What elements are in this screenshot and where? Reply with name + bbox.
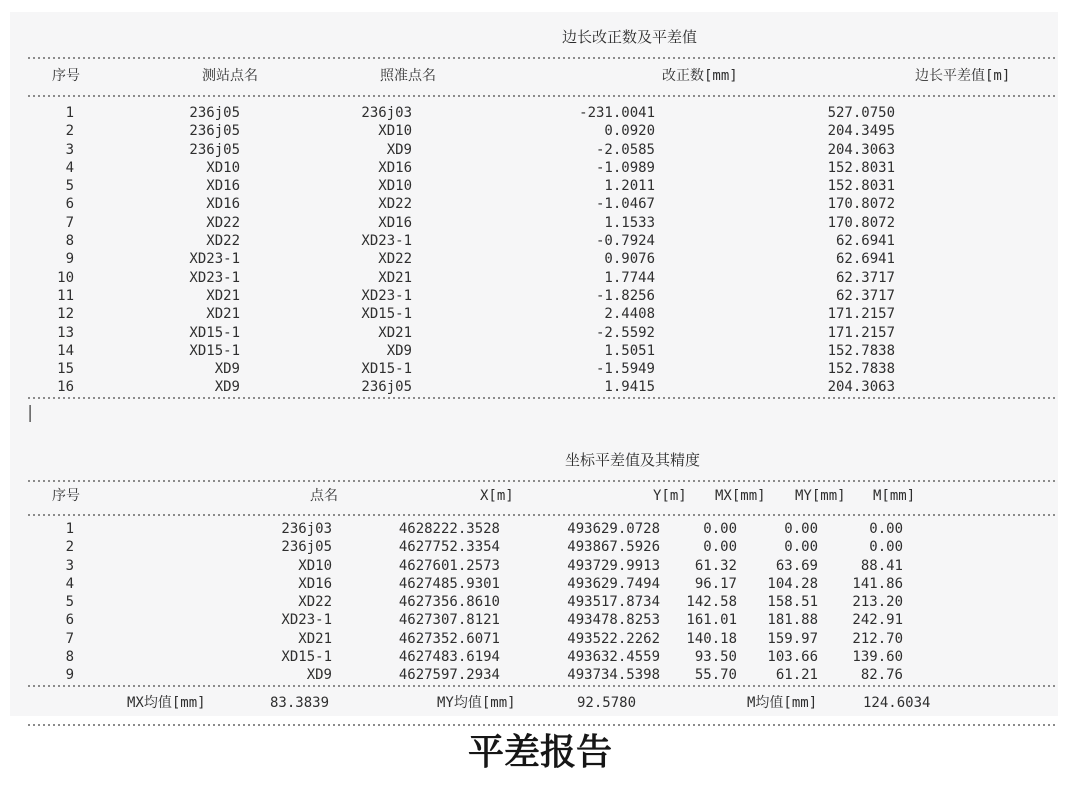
cell: 493478.8253 xyxy=(567,612,660,629)
divider-line xyxy=(28,57,1055,59)
cell: 159.97 xyxy=(767,630,818,647)
cell: -1.0989 xyxy=(595,159,655,176)
table-row xyxy=(10,360,1058,378)
cell: XD9 xyxy=(386,342,412,359)
cell: 0.00 xyxy=(869,521,903,537)
cell: 171.2157 xyxy=(827,306,895,323)
cell: 493734.5398 xyxy=(567,667,660,684)
table2-col-point-name: 点名 xyxy=(310,488,338,504)
cell: 8 xyxy=(65,233,74,250)
cell: 204.3063 xyxy=(827,141,895,158)
divider-line xyxy=(28,397,1055,399)
table-row xyxy=(10,141,1058,159)
cell: 55.70 xyxy=(694,667,737,684)
table-row xyxy=(10,575,1058,593)
table2-col-my: MY[mm] xyxy=(795,488,846,504)
cell: 527.0750 xyxy=(827,105,895,121)
cell: XD15-1 xyxy=(189,324,240,341)
table2-col-mx: MX[mm] xyxy=(715,488,766,504)
cell: 142.58 xyxy=(686,594,737,611)
cell: 4627601.2573 xyxy=(398,557,500,574)
mx-mean-value: 83.3839 xyxy=(270,695,330,711)
table-row xyxy=(10,557,1058,575)
divider-line xyxy=(28,685,1055,687)
cell: 3 xyxy=(65,141,74,158)
cell: 1.7744 xyxy=(604,269,655,286)
cell: 93.50 xyxy=(694,649,737,666)
report-title: 平差报告 xyxy=(467,732,612,773)
cell: 1.1533 xyxy=(604,214,655,231)
cell: XD16 xyxy=(378,159,412,176)
cell: 7 xyxy=(65,630,74,647)
table1-col-adjusted-length: 边长平差值[m] xyxy=(915,68,1011,84)
table-row xyxy=(10,666,1058,684)
table-row xyxy=(10,324,1058,342)
cell: 4627356.8610 xyxy=(398,594,500,611)
cell: 0.9076 xyxy=(604,251,655,268)
my-mean-label: MY均值[mm] xyxy=(437,695,516,711)
cell: 2 xyxy=(65,539,74,556)
table1-col-target-name: 照准点名 xyxy=(380,68,436,84)
cell: XD16 xyxy=(298,575,332,592)
cell: 1 xyxy=(65,105,74,121)
cell: XD22 xyxy=(206,214,240,231)
cell: 2 xyxy=(65,123,74,140)
divider-line xyxy=(28,514,1055,516)
table-row xyxy=(10,159,1058,177)
table-row xyxy=(10,287,1058,305)
m-mean-value: 124.6034 xyxy=(863,695,931,711)
cell: 1.2011 xyxy=(604,178,655,195)
cell: 96.17 xyxy=(694,575,737,592)
cell: 242.91 xyxy=(852,612,903,629)
cell: 181.88 xyxy=(767,612,818,629)
cell: 236j03 xyxy=(281,521,332,537)
cell: 6 xyxy=(65,196,74,213)
cell: 2.4408 xyxy=(604,306,655,323)
cell: 4 xyxy=(65,159,74,176)
cell: 13 xyxy=(57,324,74,341)
table1-header-row xyxy=(10,65,1058,87)
cell: -1.5949 xyxy=(595,361,655,378)
cell: 82.76 xyxy=(860,667,903,684)
cell: XD23-1 xyxy=(189,269,240,286)
table-row xyxy=(10,378,1058,396)
cell: 152.8031 xyxy=(827,159,895,176)
cell: XD21 xyxy=(298,630,332,647)
cell: -1.0467 xyxy=(595,196,655,213)
cell: 493632.4559 xyxy=(567,649,660,666)
table-row xyxy=(10,214,1058,232)
cell: 12 xyxy=(57,306,74,323)
cell: 16 xyxy=(57,379,74,396)
cell: 9 xyxy=(65,251,74,268)
cell: 493867.5926 xyxy=(567,539,660,556)
cell: 9 xyxy=(65,667,74,684)
report-panel xyxy=(10,12,1058,716)
cell: 152.7838 xyxy=(827,342,895,359)
cell: 11 xyxy=(57,287,74,304)
cell: 4627597.2934 xyxy=(398,667,500,684)
cell: 62.6941 xyxy=(835,251,895,268)
cell: XD15-1 xyxy=(189,342,240,359)
table-row xyxy=(10,342,1058,360)
table-row xyxy=(10,195,1058,213)
cell: XD16 xyxy=(206,196,240,213)
cell: 493517.8734 xyxy=(567,594,660,611)
table-row xyxy=(10,250,1058,268)
mx-mean-label: MX均值[mm] xyxy=(127,695,206,711)
table2-rows xyxy=(10,520,1058,685)
cell: 212.70 xyxy=(852,630,903,647)
table-row xyxy=(10,648,1058,666)
cell: 236j05 xyxy=(189,105,240,121)
cell: XD10 xyxy=(298,557,332,574)
cell: 62.6941 xyxy=(835,233,895,250)
cell: XD21 xyxy=(378,324,412,341)
cell: XD21 xyxy=(206,287,240,304)
cell: 10 xyxy=(57,269,74,286)
cell: XD22 xyxy=(298,594,332,611)
m-mean-label: M均值[mm] xyxy=(747,695,818,711)
cell: XD21 xyxy=(378,269,412,286)
table-row xyxy=(10,122,1058,140)
cell: XD16 xyxy=(206,178,240,195)
cell: 8 xyxy=(65,649,74,666)
cell: 103.66 xyxy=(767,649,818,666)
divider-line xyxy=(28,480,1055,482)
cell: 0.00 xyxy=(703,521,737,537)
cell: XD23-1 xyxy=(281,612,332,629)
cell: -2.5592 xyxy=(595,324,655,341)
cell: 6 xyxy=(65,612,74,629)
cell: 170.8072 xyxy=(827,214,895,231)
cell: 0.00 xyxy=(784,521,818,537)
cell: 204.3495 xyxy=(827,123,895,140)
text-cursor: | xyxy=(25,403,36,423)
table1-rows xyxy=(10,104,1058,397)
cell: 15 xyxy=(57,361,74,378)
cell: 5 xyxy=(65,594,74,611)
cell: 4 xyxy=(65,575,74,592)
cell: 62.3717 xyxy=(835,287,895,304)
cell: 171.2157 xyxy=(827,324,895,341)
cell: 88.41 xyxy=(860,557,903,574)
cell: 63.69 xyxy=(775,557,818,574)
cell: XD21 xyxy=(206,306,240,323)
my-mean-value: 92.5780 xyxy=(577,695,637,711)
cell: -1.8256 xyxy=(595,287,655,304)
cell: 4627483.6194 xyxy=(398,649,500,666)
table1-col-station-name: 测站点名 xyxy=(202,68,258,84)
cell: 493522.2262 xyxy=(567,630,660,647)
cell: 4627352.6071 xyxy=(398,630,500,647)
table2-col-index: 序号 xyxy=(52,488,80,504)
cell: 152.7838 xyxy=(827,361,895,378)
cell: 140.18 xyxy=(686,630,737,647)
cell: 170.8072 xyxy=(827,196,895,213)
cell: 0.00 xyxy=(703,539,737,556)
cell: 3 xyxy=(65,557,74,574)
cell: 493629.7494 xyxy=(567,575,660,592)
cell: XD22 xyxy=(378,196,412,213)
cell: 236j05 xyxy=(189,123,240,140)
cell: 493629.0728 xyxy=(567,521,660,537)
table-row xyxy=(10,593,1058,611)
table2-summary-row xyxy=(10,693,1058,713)
table-row xyxy=(10,305,1058,323)
cell: XD15-1 xyxy=(281,649,332,666)
cell: XD16 xyxy=(378,214,412,231)
divider-line xyxy=(28,95,1055,97)
cell: 493729.9913 xyxy=(567,557,660,574)
cell: 4627752.3354 xyxy=(398,539,500,556)
table-row xyxy=(10,520,1058,538)
cell: 204.3063 xyxy=(827,379,895,396)
cell: 5 xyxy=(65,178,74,195)
cell: -0.7924 xyxy=(595,233,655,250)
cell: 158.51 xyxy=(767,594,818,611)
table2-col-y: Y[m] xyxy=(653,488,687,504)
cell: XD10 xyxy=(378,123,412,140)
table-row xyxy=(10,232,1058,250)
table2-col-x: X[m] xyxy=(480,488,514,504)
cell: 1.5051 xyxy=(604,342,655,359)
cell: XD23-1 xyxy=(361,287,412,304)
table1-title: 边长改正数及平差值 xyxy=(562,28,698,46)
cell: 61.32 xyxy=(694,557,737,574)
cell: XD10 xyxy=(378,178,412,195)
cell: XD9 xyxy=(214,379,240,396)
cell: 4627307.8121 xyxy=(398,612,500,629)
cell: 236j03 xyxy=(361,105,412,121)
cell: 1 xyxy=(65,521,74,537)
cell: XD15-1 xyxy=(361,361,412,378)
cell: 152.8031 xyxy=(827,178,895,195)
table2-title: 坐标平差值及其精度 xyxy=(565,451,701,469)
cell: 0.00 xyxy=(869,539,903,556)
table1-col-index: 序号 xyxy=(52,68,80,84)
cell: XD9 xyxy=(386,141,412,158)
table1-col-correction-mm: 改正数[mm] xyxy=(662,68,738,84)
cell: 139.60 xyxy=(852,649,903,666)
cell: 104.28 xyxy=(767,575,818,592)
cell: XD15-1 xyxy=(361,306,412,323)
cell: 4627485.9301 xyxy=(398,575,500,592)
table-row xyxy=(10,630,1058,648)
cell: 236j05 xyxy=(189,141,240,158)
cell: XD23-1 xyxy=(361,233,412,250)
cell: XD22 xyxy=(206,233,240,250)
cell: 236j05 xyxy=(281,539,332,556)
cell: XD9 xyxy=(214,361,240,378)
cell: 4628222.3528 xyxy=(398,521,500,537)
table-row xyxy=(10,538,1058,556)
cell: -231.0041 xyxy=(579,105,655,121)
cell: 0.0920 xyxy=(604,123,655,140)
table-row xyxy=(10,104,1058,122)
cell: XD10 xyxy=(206,159,240,176)
table-row xyxy=(10,611,1058,629)
cell: 1.9415 xyxy=(604,379,655,396)
cell: 213.20 xyxy=(852,594,903,611)
cell: 0.00 xyxy=(784,539,818,556)
cell: XD23-1 xyxy=(189,251,240,268)
cell: 161.01 xyxy=(686,612,737,629)
cell: 61.21 xyxy=(775,667,818,684)
cell: 14 xyxy=(57,342,74,359)
table-row xyxy=(10,269,1058,287)
table-row xyxy=(10,177,1058,195)
cell: 141.86 xyxy=(852,575,903,592)
cell: XD22 xyxy=(378,251,412,268)
cell: -2.0585 xyxy=(595,141,655,158)
cell: 62.3717 xyxy=(835,269,895,286)
cell: XD9 xyxy=(306,667,332,684)
cell: 236j05 xyxy=(361,379,412,396)
table2-header-row xyxy=(10,485,1058,507)
cell: 7 xyxy=(65,214,74,231)
table2-col-m: M[mm] xyxy=(873,488,916,504)
